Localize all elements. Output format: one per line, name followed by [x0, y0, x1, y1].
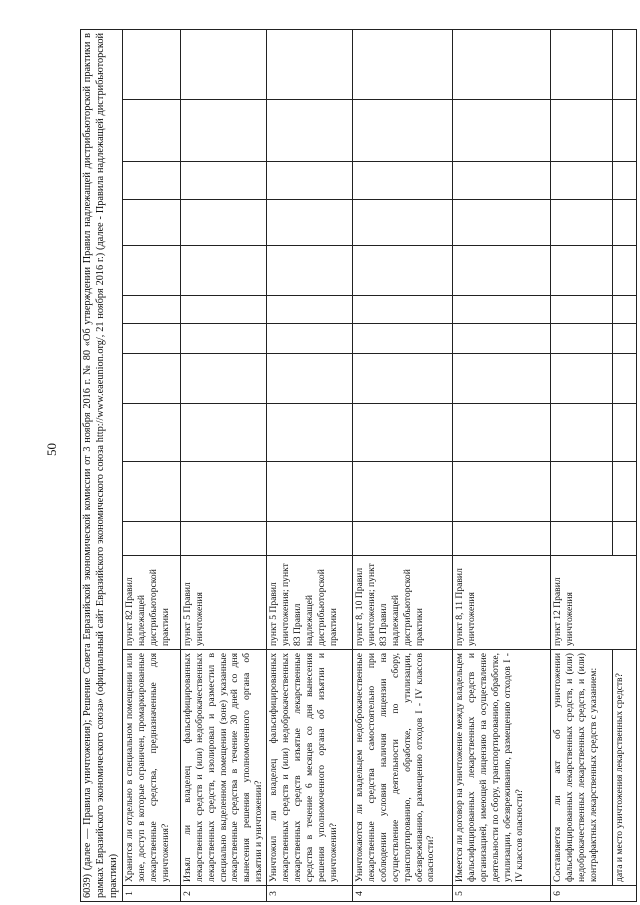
question-cell: Уничтожил ли владелец фальсифицированных лекарственных средств и (или) недоброкачественных лекарственных средств изъятые лекарственные средства в течение 6 месяцев со дня вынесения решения уполномоченного органа об изъятии и уничтожении?	[267, 650, 353, 886]
table-row	[122, 29, 180, 901]
reference-cell: пункт 82 Правил надлежащей дистрибьюторской практики	[122, 556, 180, 650]
table-row	[180, 29, 266, 901]
page-number: 50	[44, 443, 59, 456]
question-cell: Уничтожаются ли владельцем недоброкачественные лекарственные средства самостоятельно при соблюдении условия наличия лицензии на осуществление деятельности по сбору, транспортированию, обработке, утилизации, обезвреживанию, размещению отходов I - IV классов опасности?	[353, 650, 453, 886]
table-row	[353, 29, 453, 901]
checklist-table	[80, 29, 637, 902]
reference-cell: пункт 12 Правил уничтожения	[551, 556, 637, 650]
footnote-text: 6039) (далее — Правила уничтожения); Решение Совета Евразийской экономической комиссии от 3 ноября 2016 г. № 80 «Об утверждении Правил надлежащей дистрибьюторской практики в рамках Евразийского экономического союза» (официальный сайт Евразийского экономического союза http://www.eaeunion.org/, 21 ноября 2016 г.) (далее - Правила надлежащей дистрибьюторской практики)	[81, 29, 123, 901]
footnote-row	[81, 29, 123, 901]
row-number: 5	[453, 886, 551, 902]
question-cell: Хранится ли отдельно в специальном помещении или зоне, доступ в которые ограничен, промаркированные лекарственные средства, предназначенные для уничтожения?	[122, 650, 180, 886]
rotated-page	[80, 30, 626, 902]
table-row	[551, 29, 613, 901]
row-number: 2	[180, 886, 266, 902]
reference-cell: пункт 8, 11 Правил уничтожения	[453, 556, 551, 650]
row-number: 3	[267, 886, 353, 902]
question-cell: Изъял ли владелец фальсифицированных лекарственных средств и (или) недоброкачественных лекарственных средств, изолировал и разместил в специально выделенном помещении (зоне) указанные лекарственные средства в течение 30 дней со дня вынесения решения уполномоченного органа об изъятии и уничтожении?	[180, 650, 266, 886]
reference-cell: пункт 8, 10 Правил уничтожения; пункт 83 Правил надлежащей дистрибьюторской практики	[353, 556, 453, 650]
sub-question-cell: дата и место уничтожения лекарственных средств?	[613, 650, 637, 886]
table-row	[453, 29, 551, 901]
question-cell: Имеется ли договор на уничтожение между владельцем фальсифицированных лекарственных средств и организацией, имеющей лицензию на осуществление деятельности по сбору, транспортированию, обработке, утилизации, обезвреживанию, размещению отходов I - IV классов опасности?	[453, 650, 551, 886]
reference-cell: пункт 5 Правил уничтожения; пункт 83 Правил надлежащей дистрибьюторской практики	[267, 556, 353, 650]
row-number: 1	[122, 886, 180, 902]
table-row	[613, 29, 637, 901]
row-number: 4	[353, 886, 453, 902]
reference-cell: пункт 5 Правил уничтожения	[180, 556, 266, 650]
question-cell: Составляется ли акт об уничтожении фальсифицированных лекарственных средств, и (или) недоброкачественных лекарственных средств, и (или) контрафактных лекарственных средств с указанием:	[551, 650, 613, 886]
table-row	[267, 29, 353, 901]
row-number: 6	[551, 886, 637, 902]
